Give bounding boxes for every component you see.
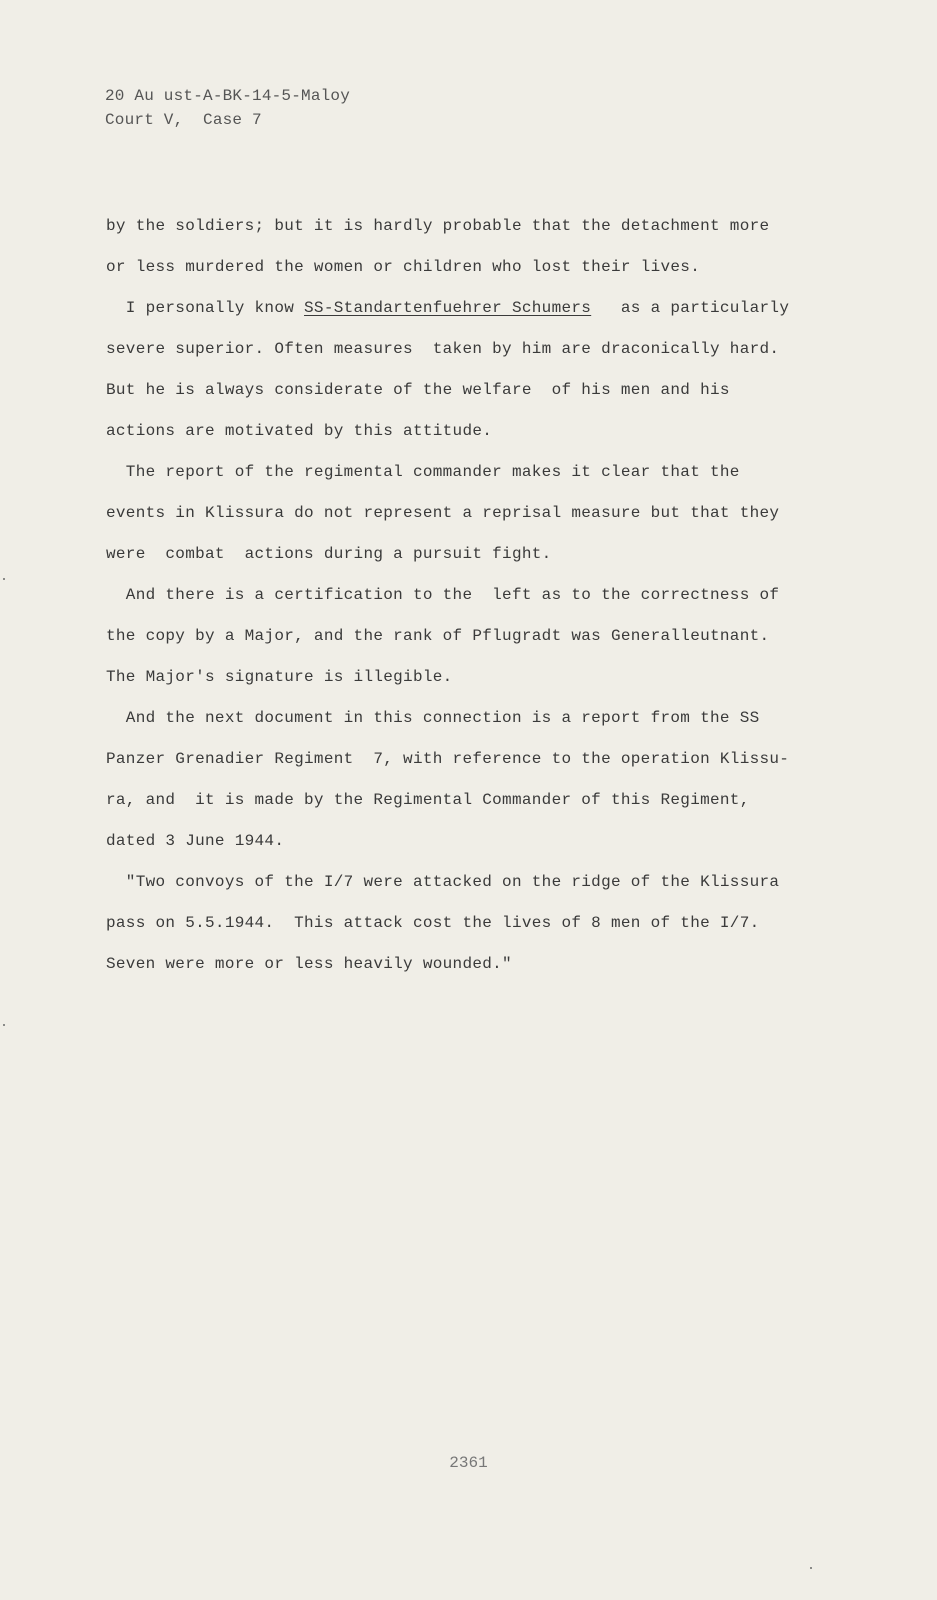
text-line: And there is a certification to the left as to the correctness of <box>106 586 780 604</box>
text-line: Seven were more or less heavily wounded." <box>106 955 512 973</box>
paper-speck <box>810 1567 812 1569</box>
text-line: pass on 5.5.1944. This attack cost the lives of 8 men of the I/7. <box>106 914 760 932</box>
text-line: severe superior. Often measures taken by him are draconically hard. <box>106 340 780 358</box>
text-line: actions are motivated by this attitude. <box>106 422 493 440</box>
underlined-name: SS-Standartenfuehrer Schumers <box>304 299 592 317</box>
text-line: ra, and it is made by the Regimental Commander of this Regiment, <box>106 791 750 809</box>
transcript-body <box>106 206 826 985</box>
text-segment: as a particularly <box>591 299 790 317</box>
text-line: events in Klissura do not represent a reprisal measure but that they <box>106 504 780 522</box>
text-line: the copy by a Major, and the rank of Pflugradt was Generalleutnant. <box>106 627 770 645</box>
text-line: The Major's signature is illegible. <box>106 668 453 686</box>
text-line: Panzer Grenadier Regiment 7, with reference to the operation Klissu- <box>106 750 790 768</box>
text-segment: I personally know <box>106 299 305 317</box>
text-line: And the next document in this connection is a report from the SS <box>106 709 760 727</box>
text-line: or less murdered the women or children who lost their lives. <box>106 258 701 276</box>
text-line: by the soldiers; but it is hardly probable that the detachment more <box>106 217 770 235</box>
text-line: dated 3 June 1944. <box>106 832 285 850</box>
paper-speck <box>3 1024 5 1026</box>
page-number: 2361 <box>449 1454 488 1472</box>
text-line: But he is always considerate of the welfare of his men and his <box>106 381 730 399</box>
header-line-court-case: Court V, Case 7 <box>105 111 262 129</box>
text-line-with-name <box>106 288 826 329</box>
text-line: were combat actions during a pursuit fight. <box>106 545 552 563</box>
paper-speck <box>3 578 5 580</box>
text-line: The report of the regimental commander makes it clear that the <box>106 463 740 481</box>
text-line: "Two convoys of the I/7 were attacked on the ridge of the Klissura <box>106 873 780 891</box>
header-line-date-code: 20 Au ust-A-BK-14-5-Maloy <box>105 87 351 105</box>
document-header <box>105 84 350 132</box>
